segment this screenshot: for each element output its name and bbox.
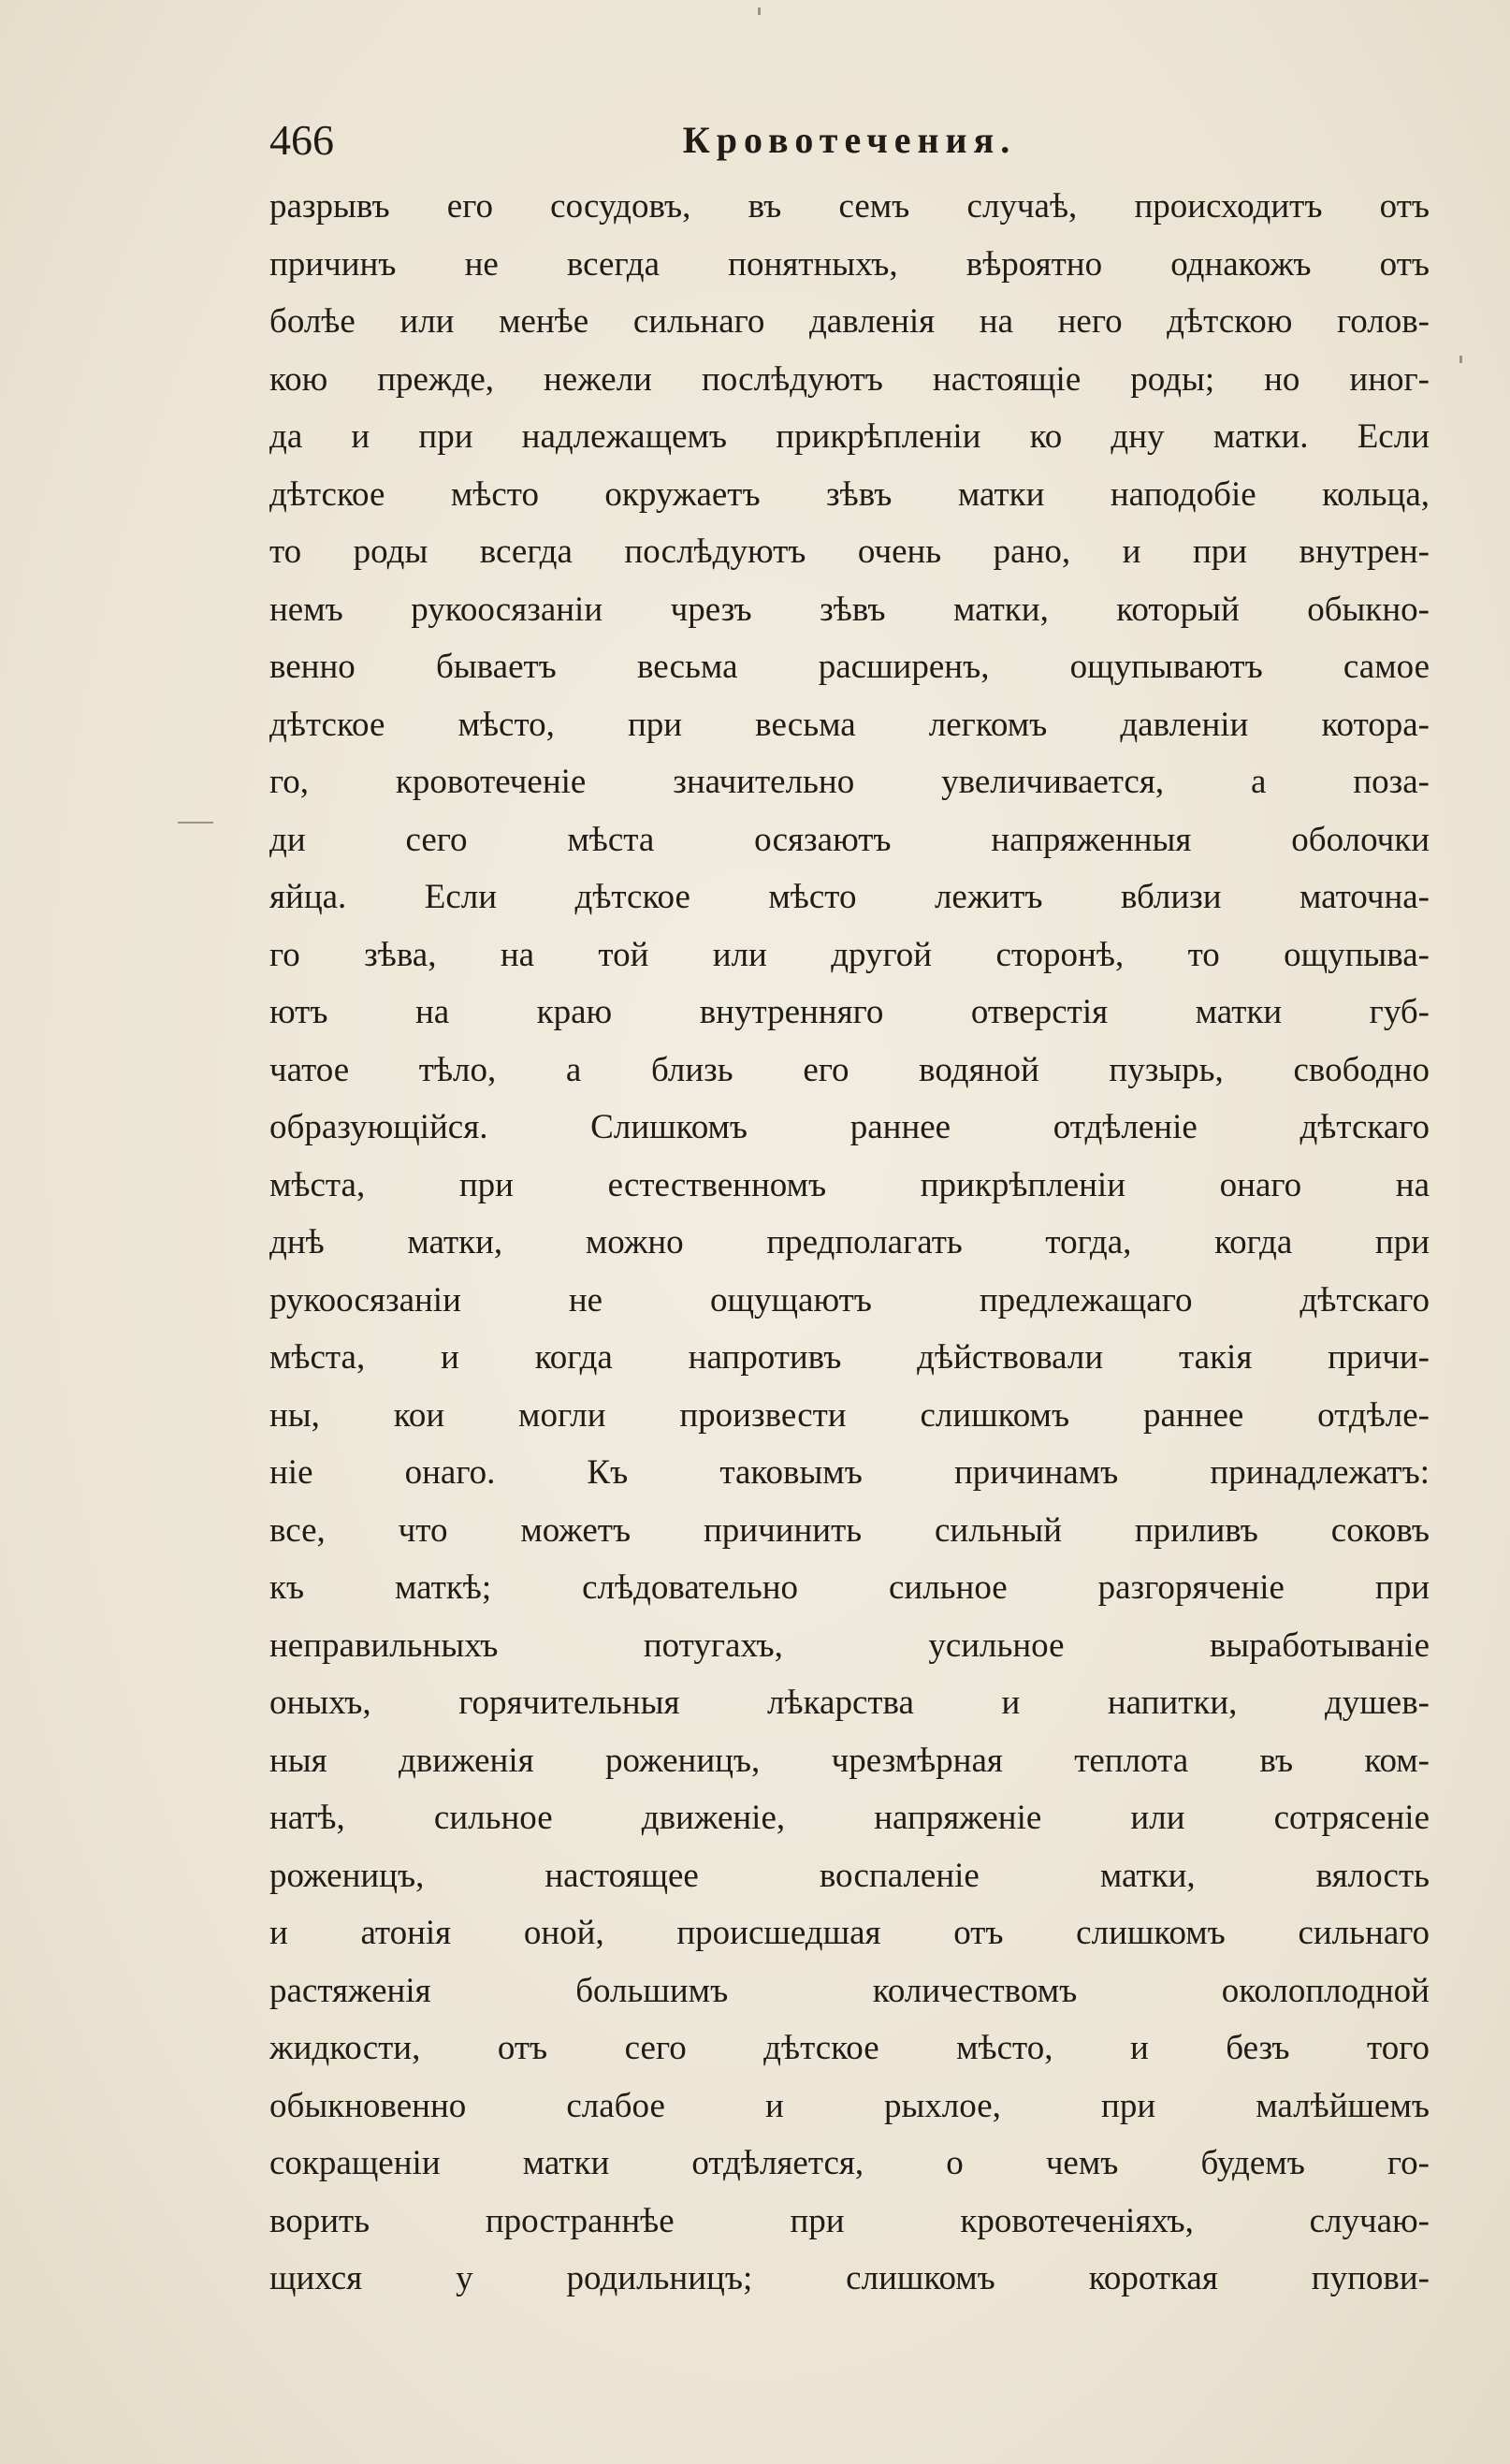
- text-line: неправильныхъ потугахъ, усильное выработываніе: [269, 1626, 1430, 1665]
- text-line: болѣе или менѣе сильнаго давленія на него дѣтскою голов-: [269, 302, 1430, 341]
- body-text: [269, 178, 1430, 2308]
- margin-speck-mark: [1459, 356, 1462, 363]
- margin-speck-mark: [758, 7, 761, 15]
- text-line: ны, кои могли произвести слишкомъ раннее отдѣле-: [269, 1395, 1430, 1435]
- text-line: мѣста, при естественномъ прикрѣпленіи онаго на: [269, 1165, 1430, 1204]
- text-line: то роды всегда послѣдуютъ очень рано, и при внутрен-: [269, 532, 1430, 571]
- text-line: жидкости, отъ сего дѣтское мѣсто, и безъ того: [269, 2029, 1430, 2067]
- text-line: и атонія оной, происшедшая отъ слишкомъ сильнаго: [269, 1914, 1430, 1952]
- text-line: натѣ, сильное движеніе, напряженіе или сотрясеніе: [269, 1799, 1430, 1837]
- text-line: ди сего мѣста осязаютъ напряженныя оболочки: [269, 820, 1430, 859]
- text-line: обыкновенно слабое и рыхлое, при малѣйшемъ: [269, 2086, 1430, 2125]
- text-line: мѣста, и когда напротивъ дѣйствовали такія причи-: [269, 1338, 1430, 1377]
- text-line: венно бываетъ весьма расширенъ, ощупываютъ самое: [269, 648, 1430, 686]
- text-line: кою прежде, нежели послѣдуютъ настоящіе роды; но иног-: [269, 359, 1430, 399]
- text-line: го зѣва, на той или другой сторонѣ, то ощупыва-: [269, 935, 1430, 974]
- text-line: дѣтское мѣсто, при весьма легкомъ давленіи котора-: [269, 705, 1430, 744]
- text-line: немъ рукоосязаніи чрезъ зѣвъ матки, который обыкно-: [269, 590, 1430, 629]
- text-line: растяженія большимъ количествомъ околоплодной: [269, 1971, 1430, 2010]
- text-line: къ маткѣ; слѣдовательно сильное разгоряченіе при: [269, 1568, 1430, 1607]
- text-line: разрывъ его сосудовъ, въ семъ случаѣ, происходитъ отъ: [269, 187, 1430, 226]
- running-title: Кровотечения.: [682, 119, 1017, 161]
- text-line: днѣ матки, можно предполагать тогда, когда при: [269, 1223, 1430, 1261]
- text-line: го, кровотеченіе значительно увеличивается, а поза-: [269, 763, 1430, 801]
- text-line: яйца. Если дѣтское мѣсто лежитъ вблизи маточна-: [269, 878, 1430, 916]
- text-line: ютъ на краю внутренняго отверстія матки губ-: [269, 993, 1430, 1031]
- text-line: да и при надлежащемъ прикрѣпленіи ко дну матки. Если: [269, 417, 1430, 456]
- text-line: щихся у родильницъ; слишкомъ короткая пупови-: [269, 2259, 1430, 2297]
- text-line: ворить пространнѣе при кровотеченіяхъ, случаю-: [269, 2201, 1430, 2240]
- text-line: оныхъ, горячительныя лѣкарства и напитки, душев-: [269, 1684, 1430, 1722]
- margin-scratch-mark: [178, 822, 213, 824]
- text-line: образующійся. Слишкомъ раннее отдѣленіе дѣтскаго: [269, 1108, 1430, 1146]
- text-line: сокращеніи матки отдѣляется, о чемъ будемъ го-: [269, 2144, 1430, 2182]
- text-line: роженицъ, настоящее воспаленіе матки, вялость: [269, 1856, 1430, 1895]
- text-line: рукоосязаніи не ощущаютъ предлежащаго дѣтскаго: [269, 1280, 1430, 1319]
- text-line: дѣтское мѣсто окружаетъ зѣвъ матки наподобіе кольца,: [269, 474, 1430, 514]
- page-number: 466: [269, 116, 334, 164]
- text-line: все, что можетъ причинить сильный приливъ соковъ: [269, 1510, 1430, 1550]
- text-line: чатое тѣло, а близь его водяной пузырь, свободно: [269, 1050, 1430, 1089]
- text-line: ныя движенія роженицъ, чрезмѣрная теплота въ ком-: [269, 1741, 1430, 1780]
- text-line: ніе онаго. Къ таковымъ причинамъ принадлежатъ:: [269, 1453, 1430, 1492]
- text-line: причинъ не всегда понятныхъ, вѣроятно однакожъ отъ: [269, 244, 1430, 284]
- page-header: [269, 112, 1430, 168]
